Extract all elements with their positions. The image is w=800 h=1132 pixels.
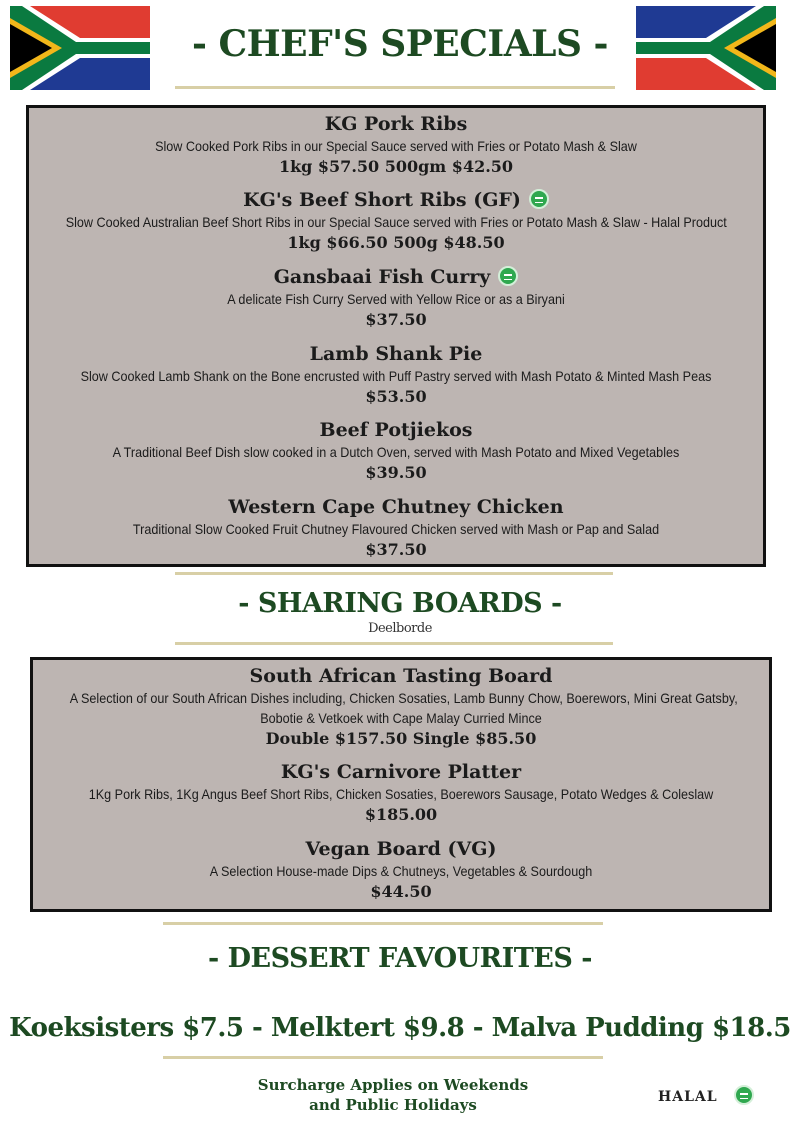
dessert-title: - DESSERT FAVOURITES -	[208, 943, 592, 974]
menu-item	[29, 418, 763, 484]
item-price: 1kg $66.50 500g $48.50	[287, 233, 505, 252]
menu-item	[29, 495, 763, 561]
halal-label: HALAL	[658, 1089, 718, 1105]
surcharge-line-2: and Public Holidays	[309, 1096, 477, 1114]
sharing-boards-box	[30, 657, 772, 912]
item-price: $37.50	[365, 310, 427, 329]
item-description: A Selection of our South African Dishes including, Chicken Sosaties, Lamb Bunny Chow, Boerewors, Mini Great Gatsby,	[69, 690, 738, 706]
sharing-boards-subtitle: Deelborde	[368, 621, 432, 636]
item-title: Western Cape Chutney Chicken	[228, 496, 564, 518]
item-description: Bobotie & Vetkoek with Cape Malay Curried Mince	[260, 710, 542, 726]
menu-item	[33, 837, 769, 903]
item-description: A Traditional Beef Dish slow cooked in a Dutch Oven, served with Mash Potato and Mixed Vegetables	[112, 444, 680, 460]
item-price: $44.50	[370, 882, 432, 901]
divider	[163, 922, 603, 925]
halal-icon	[498, 266, 518, 286]
halal-icon	[734, 1085, 754, 1105]
menu-item	[29, 112, 763, 178]
divider	[175, 572, 613, 575]
menu-item	[33, 760, 769, 826]
divider	[175, 86, 615, 89]
item-description: Slow Cooked Australian Beef Short Ribs in our Special Sauce served with Fries or Potato Mash & Slaw - Halal Product	[65, 214, 727, 230]
dessert-line: Koeksisters $7.5 - Melktert $9.8 - Malva Pudding $18.5	[9, 1013, 791, 1043]
page-title: - CHEF'S SPECIALS -	[192, 23, 608, 65]
item-title: Gansbaai Fish Curry	[273, 266, 491, 288]
item-price: $37.50	[365, 540, 427, 559]
surcharge-notice	[243, 1075, 543, 1115]
item-description: A Selection House-made Dips & Chutneys, Vegetables & Sourdough	[209, 863, 593, 879]
item-price: $39.50	[365, 463, 427, 482]
menu-item	[29, 188, 763, 254]
item-title: KG's Beef Short Ribs (GF)	[243, 189, 521, 211]
sharing-boards-title: - SHARING BOARDS -	[238, 588, 562, 619]
item-title: Beef Potjiekos	[319, 419, 473, 441]
item-description: 1Kg Pork Ribs, 1Kg Angus Beef Short Ribs, Chicken Sosaties, Boerewors Sausage, Potato Wedges & Coleslaw	[88, 786, 714, 802]
specials-box	[26, 105, 766, 567]
item-description: Traditional Slow Cooked Fruit Chutney Flavoured Chicken served with Mash or Pap and Salad	[132, 521, 660, 537]
item-price: 1kg $57.50 500gm $42.50	[278, 157, 514, 176]
halal-legend	[658, 1087, 754, 1107]
item-description: Slow Cooked Lamb Shank on the Bone encrusted with Puff Pastry served with Mash Potato & Minted Mash Peas	[80, 368, 712, 384]
item-title: Vegan Board (VG)	[305, 838, 497, 860]
item-title: South African Tasting Board	[249, 665, 553, 687]
divider	[175, 642, 613, 645]
divider	[163, 1056, 603, 1059]
item-title: KG Pork Ribs	[324, 113, 468, 135]
item-price: Double $157.50 Single $85.50	[265, 729, 537, 748]
item-price: $53.50	[365, 387, 427, 406]
item-description: Slow Cooked Pork Ribs in our Special Sauce served with Fries or Potato Mash & Slaw	[155, 138, 637, 154]
menu-item	[29, 342, 763, 408]
menu-item	[33, 664, 769, 750]
item-description: A delicate Fish Curry Served with Yellow Rice or as a Biryani	[227, 291, 565, 307]
halal-icon	[529, 189, 549, 209]
menu-item	[29, 265, 763, 331]
surcharge-line-1: Surcharge Applies on Weekends	[257, 1076, 529, 1094]
item-price: $185.00	[364, 805, 438, 824]
item-title: KG's Carnivore Platter	[280, 761, 522, 783]
item-title: Lamb Shank Pie	[309, 343, 483, 365]
